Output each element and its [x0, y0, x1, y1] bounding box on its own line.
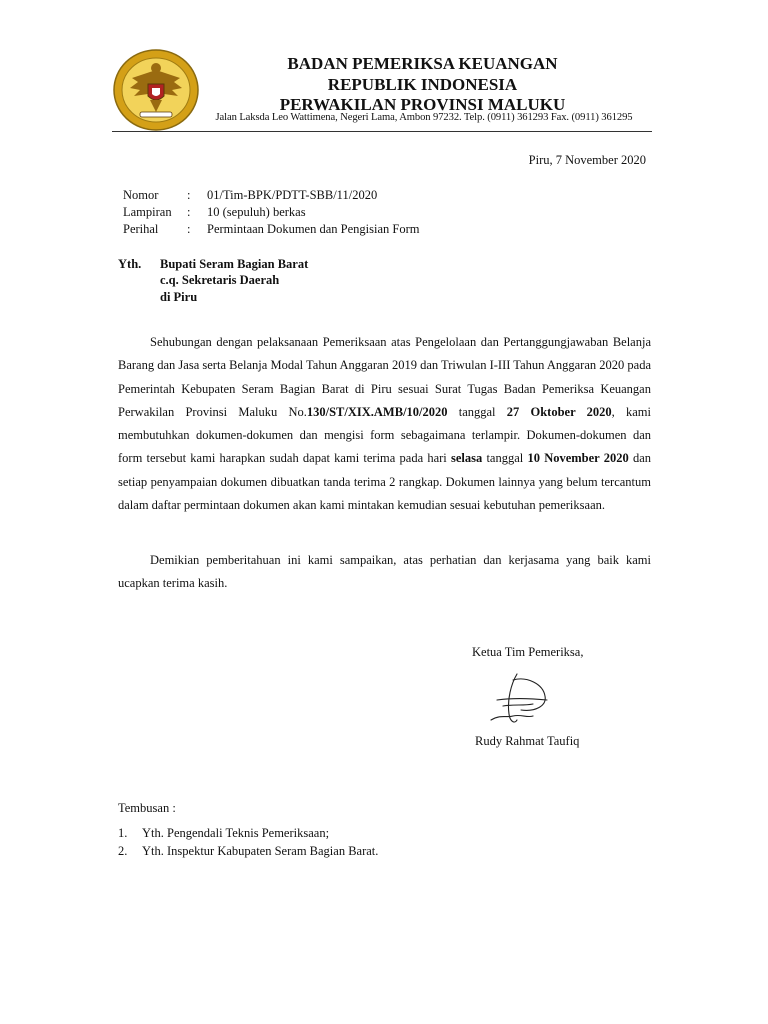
meta-colon: :	[187, 222, 191, 236]
body-text: dan setiap penyampaian dokumen dibuatkan tanda terima 2 rangkap. Dokumen lainnya yang belum tercantum dalam daftar permintaan dokumen akan kami mintakan kemudian sesuai kebutuhan pemeriksaan.	[118, 451, 651, 513]
letterhead-divider	[112, 131, 652, 132]
meta-colon: :	[187, 188, 191, 202]
meta-label-nomor: Nomor	[123, 188, 159, 202]
meta-value-perihal: Permintaan Dokumen dan Pengisian Form	[207, 222, 420, 236]
meta-colon: :	[187, 205, 191, 219]
signatory-title: Ketua Tim Pemeriksa,	[472, 645, 584, 659]
meta-value-nomor: 01/Tim-BPK/PDTT-SBB/11/2020	[207, 188, 378, 202]
body-text: Sehubungan dengan pelaksanaan Pemeriksaan atas Pengelolaan dan Pertanggungjawaban Belanja Barang dan Jasa serta Belanja Modal Tahun Anggaran 2019 dan Triwulan I-III Tahun Anggaran 2020 pada Pemerintah Kebupaten Seram Bagian Barat di Piru sesuai Surat Tugas Badan Pemeriksa Keuangan Perwakilan Provinsi Maluku No.	[118, 335, 651, 419]
org-name-line1: BADAN PEMERIKSA KEUANGAN	[287, 54, 558, 73]
list-item-text: Yth. Inspektur Kabupaten Seram Bagian Barat.	[142, 844, 379, 858]
body-text: tanggal	[482, 451, 528, 466]
garuda-emblem-icon	[112, 48, 200, 132]
org-address: Jalan Laksda Leo Wattimena, Negeri Lama, Ambon 97232. Telp. (0911) 361293 Fax. (0911) 361295	[215, 112, 633, 123]
meta-label-lampiran: Lampiran	[123, 205, 172, 219]
surat-tugas-number: 130/ST/XIX.AMB/10/2020	[306, 404, 448, 419]
due-date: 10 November 2020	[527, 451, 629, 466]
list-item-number: 2.	[118, 844, 128, 858]
org-name-line3: PERWAKILAN PROVINSI MALUKU	[279, 95, 566, 114]
body-text: tanggal	[447, 404, 507, 419]
body-paragraph-2: Demikian pemberitahuan ini kami sampaikan, atas perhatian dan kerjasama yang baik kami ucapkan terima kasih.	[118, 553, 651, 591]
signature-icon	[487, 670, 557, 728]
recipient-line3: di Piru	[160, 290, 198, 304]
recipient-line2: c.q. Sekretaris Daerah	[160, 273, 280, 287]
list-item	[118, 844, 378, 859]
body-paragraph-1	[118, 331, 651, 517]
list-item-number: 1.	[118, 826, 128, 840]
due-day: selasa	[451, 451, 483, 466]
recipient-line1: Bupati Seram Bagian Barat	[160, 257, 309, 271]
body-text: , kami membutuhkan dokumen-dokumen dan mengisi form sebagaimana terlampir. Dokumen-dokumen dan form tersebut kami harapkan sudah dapat kami terima pada hari	[118, 404, 651, 466]
list-item	[118, 826, 329, 841]
list-item-text: Yth. Pengendali Teknis Pemeriksaan;	[142, 826, 330, 840]
signatory-name: Rudy Rahmat Taufiq	[475, 734, 580, 748]
cc-title: Tembusan :	[118, 801, 176, 815]
meta-label-perihal: Perihal	[123, 222, 159, 236]
recipient-prefix: Yth.	[118, 257, 142, 271]
surat-tugas-date: 27 Oktober 2020	[506, 404, 612, 419]
org-name-line2: REPUBLIK INDONESIA	[327, 75, 518, 94]
meta-value-lampiran: 10 (sepuluh) berkas	[207, 205, 306, 219]
letter-date: Piru, 7 November 2020	[528, 153, 646, 167]
